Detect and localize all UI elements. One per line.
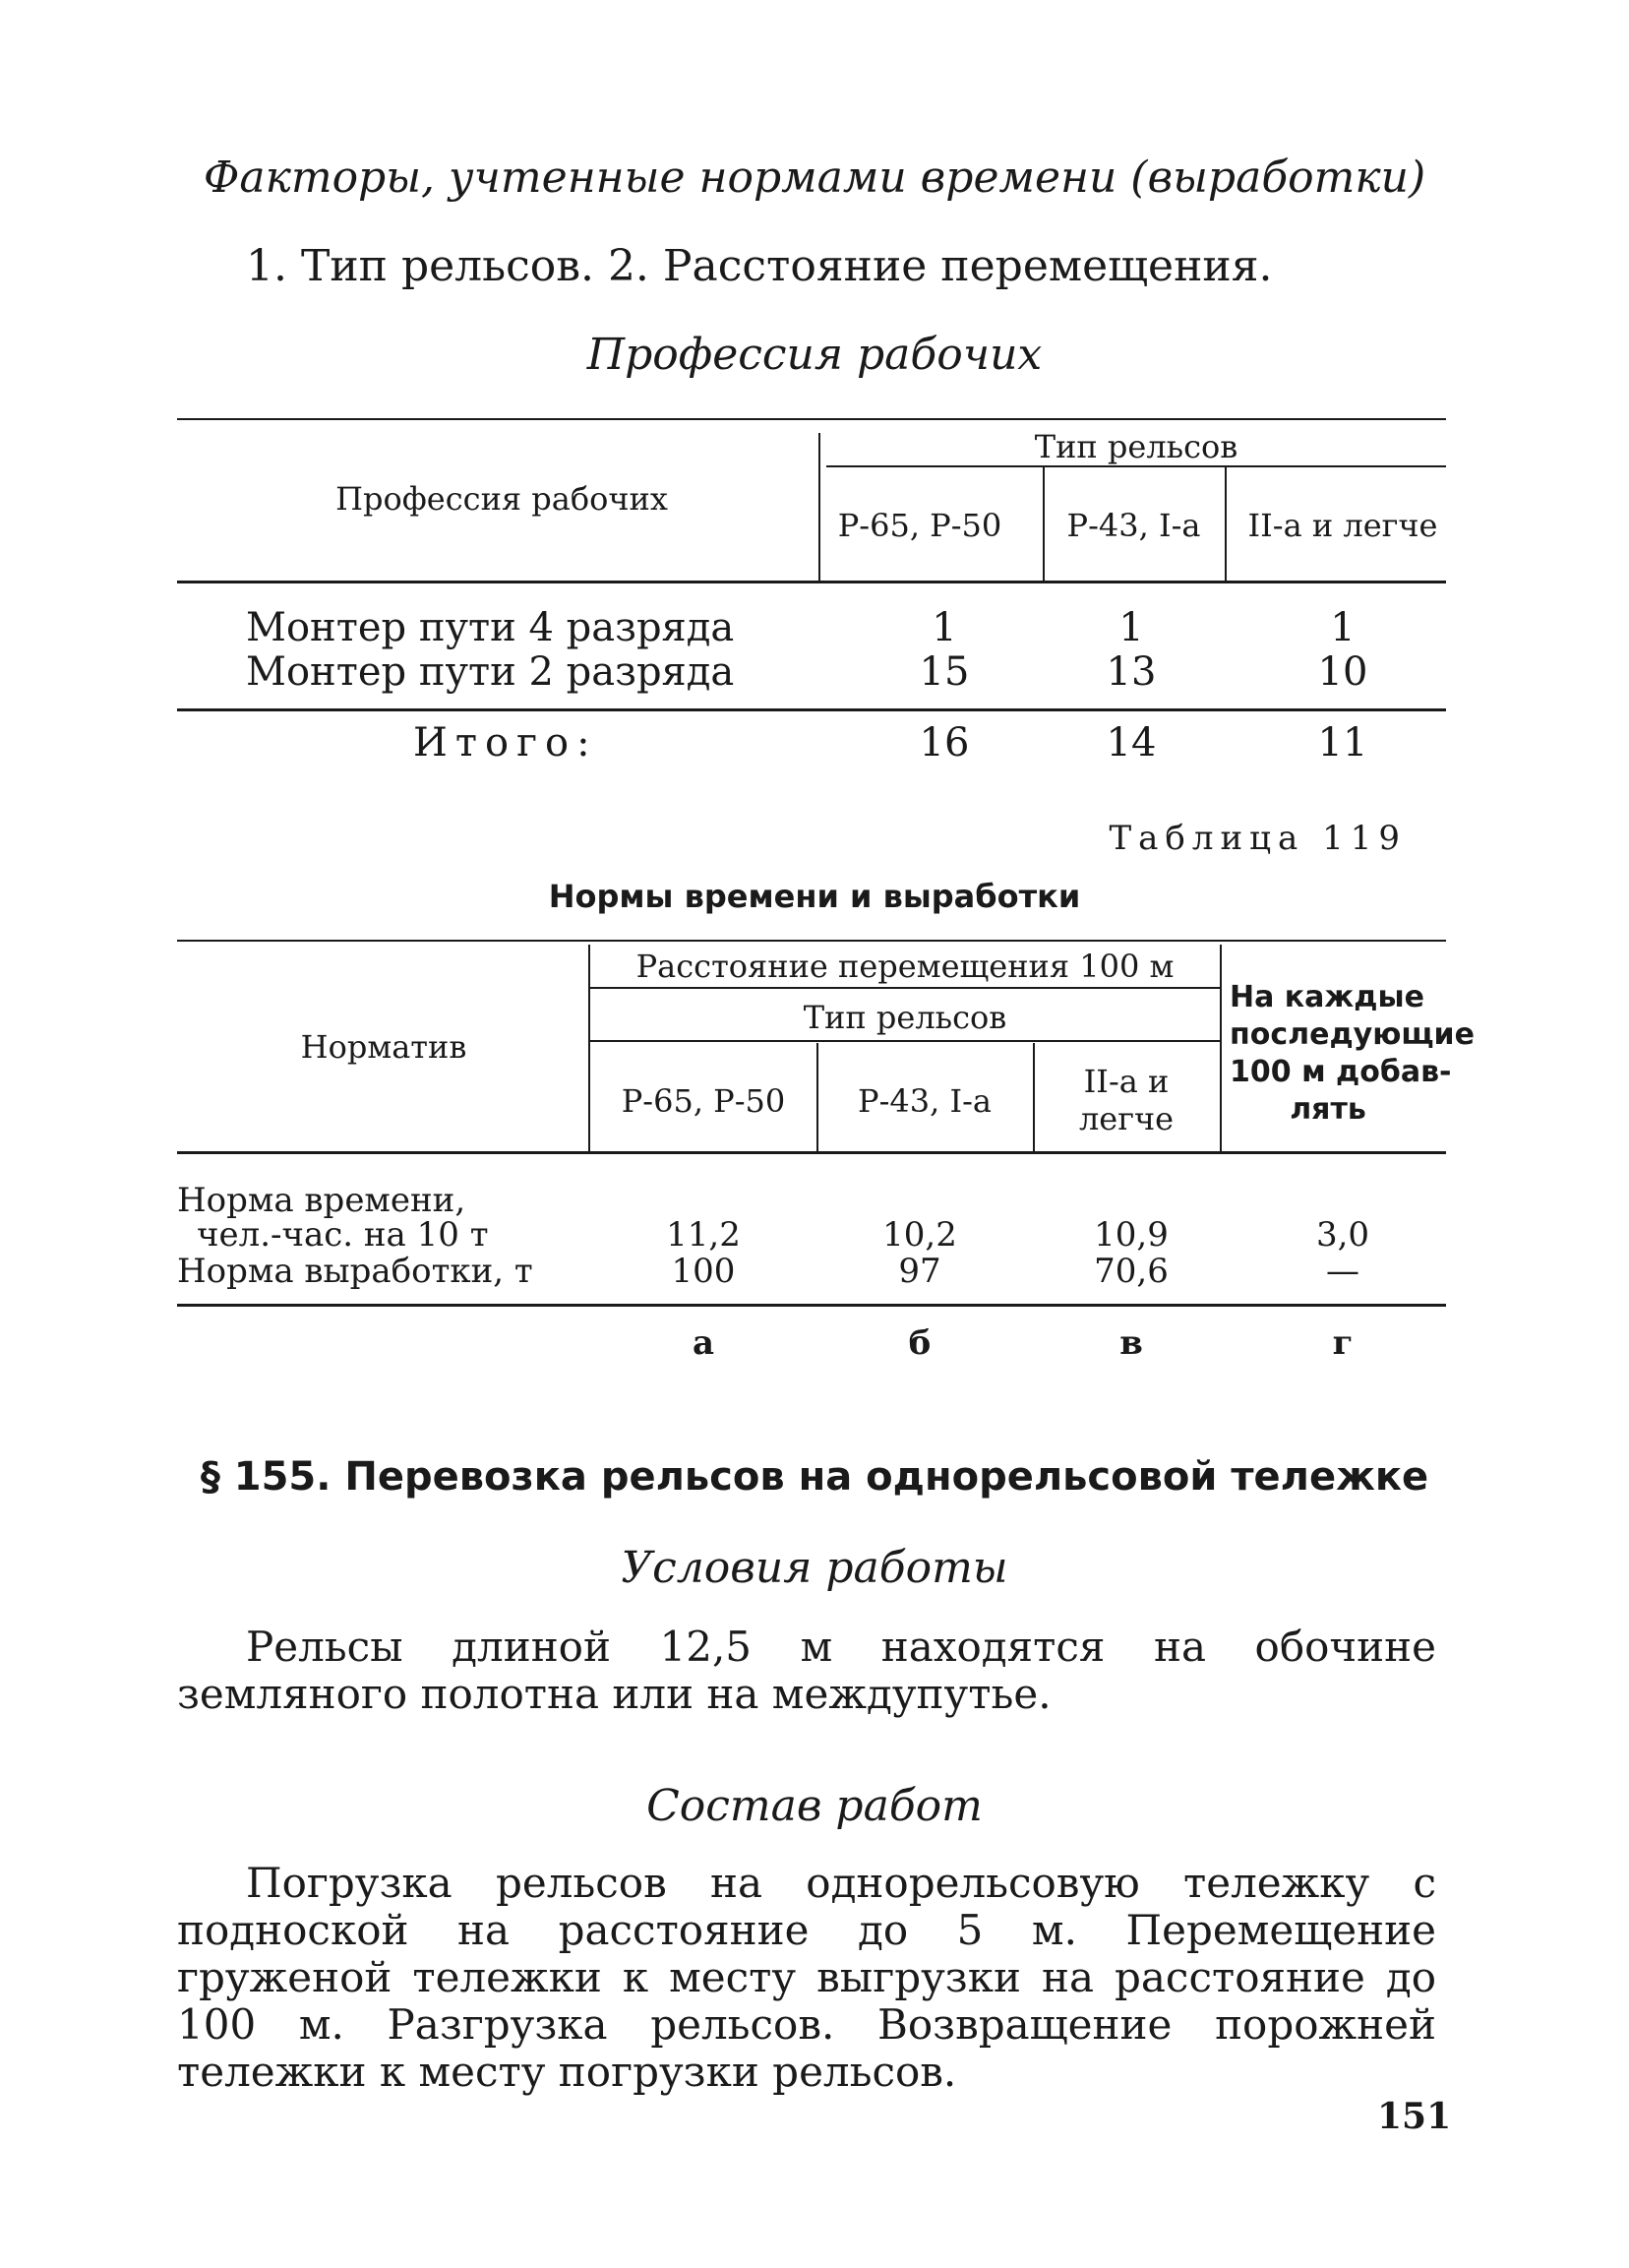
- table2-row-label: Норма выработки, т: [177, 1252, 533, 1291]
- table2-sub-rule-1: [590, 987, 1220, 989]
- profession-heading: Профессия рабочих: [586, 330, 1043, 380]
- factors-text: 1. Тип рельсов. 2. Расстояние перемещения.: [246, 241, 1273, 291]
- table-caption: Таблица 119: [1109, 819, 1407, 858]
- table2-header-additional-line: 100 м добав-: [1230, 1055, 1452, 1089]
- table2-rail-type-3a: II-а и: [1083, 1063, 1170, 1100]
- table2-sub-rule-2: [590, 1040, 1220, 1042]
- table2-cell: 10,2: [882, 1215, 957, 1255]
- table2-vline-4: [1220, 945, 1222, 1151]
- composition-paragraph: Погрузка рельсов на однорельсовую тележку с подноской на расстояние до 5 м. Перемещение груженой тележки к месту выгрузки на расстояние до 100 м. Разгрузка рельсов. Возвращение порожней тележки к месту погрузки рельсов.: [177, 1859, 1436, 2096]
- page-number: 151: [1377, 2096, 1452, 2137]
- table1-total-label: Итого:: [413, 720, 598, 766]
- table2-cell: 70,6: [1094, 1252, 1169, 1291]
- table1-header-profession: Профессия рабочих: [335, 480, 668, 518]
- table1-rail-type-3: II-а и легче: [1247, 507, 1438, 544]
- table2-cell: 10,9: [1094, 1215, 1169, 1255]
- table2-row-label: Норма времени,: [177, 1181, 466, 1220]
- table1-cell: 15: [919, 649, 970, 695]
- table-title: Нормы времени и выработки: [548, 878, 1081, 915]
- factors-heading: Факторы, учтенные нормами времени (выработки): [203, 153, 1426, 203]
- table1-vline-1: [818, 433, 820, 581]
- table2-top-rule: [177, 940, 1446, 942]
- table2-rail-type-1: Р-65, Р-50: [621, 1082, 786, 1120]
- table2-header-additional-line: лять: [1290, 1092, 1366, 1127]
- table1-total-cell: 14: [1106, 720, 1157, 766]
- table1-total-cell: 11: [1317, 720, 1368, 766]
- table2-header-additional-line: На каждые: [1230, 980, 1424, 1014]
- table2-cell: 97: [898, 1252, 941, 1291]
- table2-cell: —: [1326, 1252, 1359, 1291]
- table1-cell: 13: [1106, 649, 1157, 695]
- table2-header-normativ: Норматив: [300, 1028, 467, 1066]
- table2-header-rule: [177, 1151, 1446, 1154]
- table2-header-distance: Расстояние перемещения 100 м: [635, 948, 1175, 985]
- composition-heading: Состав работ: [646, 1781, 983, 1831]
- table2-header-additional: [1230, 979, 1475, 1129]
- table1-total-cell: 16: [919, 720, 970, 766]
- table2-header-additional-line: последующие: [1230, 1017, 1475, 1052]
- conditions-paragraph: Рельсы длиной 12,5 м находятся на обочине земляного полотна или на междупутье.: [177, 1623, 1436, 1718]
- table1-cell: 10: [1317, 649, 1368, 695]
- table1-total-rule: [177, 708, 1446, 711]
- table1-row-label: Монтер пути 4 разряда: [246, 605, 735, 650]
- table1-cell: 1: [1118, 605, 1144, 650]
- table2-column-letter: б: [908, 1323, 932, 1363]
- table2-rail-type-3b: легче: [1078, 1100, 1175, 1137]
- table2-column-letter: в: [1119, 1323, 1143, 1363]
- table2-header-rail-type: Тип рельсов: [803, 999, 1007, 1036]
- table1-rail-type-2: Р-43, I-а: [1066, 507, 1201, 544]
- table2-bottom-rule: [177, 1304, 1446, 1307]
- table2-column-letter: г: [1332, 1323, 1354, 1363]
- table1-rail-type-1: Р-65, Р-50: [837, 507, 1002, 544]
- table2-row-label: чел.-час. на 10 т: [197, 1215, 489, 1255]
- table1-cell: 1: [932, 605, 957, 650]
- table2-cell: 11,2: [666, 1215, 741, 1255]
- table2-cell: 3,0: [1315, 1215, 1370, 1255]
- conditions-heading: Условия работы: [621, 1543, 1008, 1593]
- table1-header-rail-type: Тип рельсов: [1034, 428, 1238, 465]
- section-title: § 155. Перевозка рельсов на однорельсовой тележке: [200, 1454, 1429, 1500]
- table1-sub-rule: [826, 465, 1446, 467]
- table2-column-letter: а: [692, 1323, 715, 1363]
- table1-cell: 1: [1330, 605, 1356, 650]
- table1-row-label: Монтер пути 2 разряда: [246, 649, 735, 695]
- table1-top-rule: [177, 418, 1446, 420]
- table1-header-rule: [177, 581, 1446, 583]
- table2-cell: 100: [671, 1252, 736, 1291]
- table2-rail-type-2: Р-43, I-а: [858, 1082, 992, 1120]
